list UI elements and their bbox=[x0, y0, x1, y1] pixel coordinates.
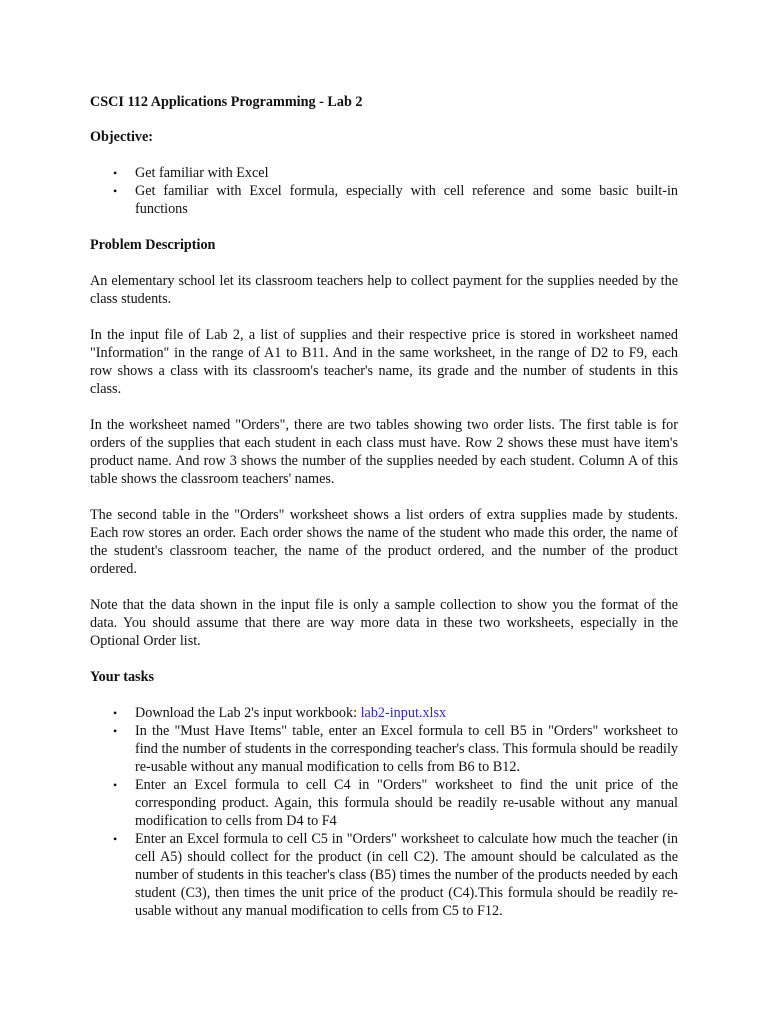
list-item bbox=[90, 164, 678, 182]
bullet-icon: • bbox=[113, 778, 118, 792]
bullet-icon: • bbox=[113, 184, 118, 198]
paragraph: In the worksheet named "Orders", there are two tables showing two order lists. The first table is for orders of the supplies that each student in each class must have. Row 2 shows these must have item's product name. And row 3 shows the number of the supplies needed by each student. Column A of this table shows the classroom teachers' names. bbox=[90, 417, 678, 487]
paragraph: Note that the data shown in the input file is only a sample collection to show you the format of the data. You should assume that there are way more data in these two worksheets, especially in the Optional Order list. bbox=[90, 597, 678, 649]
list-item bbox=[90, 830, 678, 920]
list-item bbox=[90, 776, 678, 830]
tasks-heading: Your tasks bbox=[90, 669, 154, 685]
list-item bbox=[90, 704, 678, 722]
paragraph: The second table in the "Orders" worksheet shows a list orders of extra supplies made by students. Each row stores an order. Each order shows the name of the student who made this order, the name of the student's classroom teacher, the name of the product ordered, and the number of the product ordered. bbox=[90, 507, 678, 577]
document-page bbox=[90, 93, 678, 938]
bullet-icon: • bbox=[113, 166, 118, 180]
download-link[interactable]: lab2-input.xlsx bbox=[360, 705, 447, 721]
list-item-text: Enter an Excel formula to cell C4 in "Orders" worksheet to find the unit price of the corresponding product. Again, this formula should be readily re-usable without any manual modification to cells from D4 to F4 bbox=[135, 777, 678, 829]
list-item bbox=[90, 182, 678, 218]
list-item-text: Enter an Excel formula to cell C5 in "Orders" worksheet to calculate how much the teacher (in cell A5) should collect for the product (in cell C2). The amount should be calculated as the number of students in this teacher's class (B5) times the number of the products needed by each student (C3), then times the unit price of the product (C4).This formula should be readily re-usable without any manual modification to cells from C5 to F12. bbox=[135, 831, 678, 919]
list-item-text: Get familiar with Excel bbox=[135, 165, 269, 181]
problem-heading: Problem Description bbox=[90, 237, 216, 253]
tasks-list bbox=[90, 704, 678, 920]
list-item bbox=[90, 722, 678, 776]
objective-list bbox=[90, 164, 678, 218]
document-title: CSCI 112 Applications Programming - Lab 2 bbox=[90, 94, 363, 110]
bullet-icon: • bbox=[113, 832, 118, 846]
objective-heading: Objective: bbox=[90, 129, 154, 145]
list-item-text: Get familiar with Excel formula, especially with cell reference and some basic built-in functions bbox=[135, 183, 678, 217]
bullet-icon: • bbox=[113, 724, 118, 738]
bullet-icon: • bbox=[113, 706, 118, 720]
download-text: Download the Lab 2's input workbook: bbox=[135, 705, 361, 721]
paragraph: In the input file of Lab 2, a list of supplies and their respective price is stored in worksheet named "Information" in the range of A1 to B11. And in the same worksheet, in the range of D2 to F9, each row shows a class with its classroom's teacher's name, its grade and the number of students in this class. bbox=[90, 327, 678, 397]
list-item-text: In the "Must Have Items" table, enter an Excel formula to cell B5 in "Orders" worksheet to find the number of students in the corresponding teacher's class. This formula should be readily re-usable without any manual modification to cells from B6 to B12. bbox=[135, 723, 678, 775]
paragraph: An elementary school let its classroom teachers help to collect payment for the supplies needed by the class students. bbox=[90, 273, 678, 307]
